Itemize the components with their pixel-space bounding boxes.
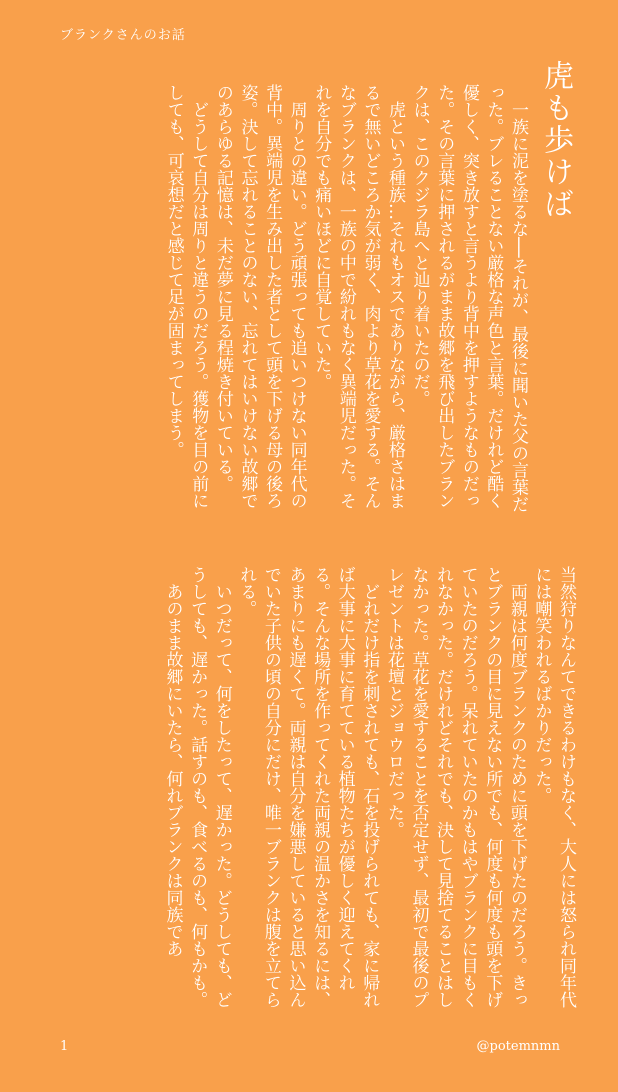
paragraph: いつだって、何をしたって、遅かった。どうしても、どうしても、遅かった。話すのも、食べるのも、何もかも。 (187, 566, 232, 1008)
paragraph: 周りとの違い。どう頑張っても追いつけない同年代の背中。異端児を生み出した者として頭を下げる母の後ろ姿。決して忘れることのない、忘れてはいけない故郷でのあらゆる記憶は、未だ夢に見る程焼き付いている。 (212, 84, 307, 509)
paragraph: どれだけ指を刺されても、石を投げられても、家に帰れば大事に大事に育てている植物たちが優しく迎えてくれる。そんな場所を作ってくれた両親の温かさを知るには、あまりにも遅くて。両親は自分を嫌悪していると思い込んでいた子供の頃の自分にだけ、唯一ブランクは腹を立てられる。 (236, 566, 380, 1008)
page-number: 1 (60, 1039, 69, 1054)
paragraph: 両親は何度ブランクのために頭を下げたのだろう。きっとブランクの目に見えない所でも、何度も何度も頭を下げていたのだろう。呆れていたのかもはやブランクに目もくれなかった。だけれどそれでも、決して見捨てることはしなかった。草花を愛することを否定せず、最初で最後のプレゼントは花壇とジョウロだった。 (383, 566, 527, 1008)
paragraph: どうして自分は周りと違うのだろう。獲物を目の前にしても、可哀想だと感じて足が固まってしまう。 (163, 84, 209, 509)
author-handle: @potemnmn (476, 1039, 560, 1054)
paragraph: あのまま故郷にいたら、何れブランクは同族であ (162, 566, 183, 957)
paragraph: 当然狩りなんてできるわけもなく、大人には怒られ同年代には嘲笑われるばかりだった。 (531, 566, 576, 1008)
paragraph: 一族に泥を塗るな──それが、最後に聞いた父の言葉だった。ブレることない厳格な声色と言葉。だけれど酷く優しく、突き放すと言うより背中を押すようなものだった。その言葉に押されるがまま故郷を飛び出したブランクは、このクジラ島へと辿り着いたのだ。 (409, 84, 528, 513)
text-section-2 (48, 566, 578, 1021)
story-title: 虎も歩けば (538, 60, 573, 220)
text-section-1 (70, 84, 530, 524)
story-header: ブランクさんのお話 (60, 28, 186, 43)
paragraph: 虎という種族…それもオスでありながら、厳格さはまるで無いどころか気が弱く、肉より草花を愛する。そんなブランクは、一族の中で紛れもなく異端児だった。それを自分でも痛いほどに自覚していた。 (311, 84, 406, 509)
